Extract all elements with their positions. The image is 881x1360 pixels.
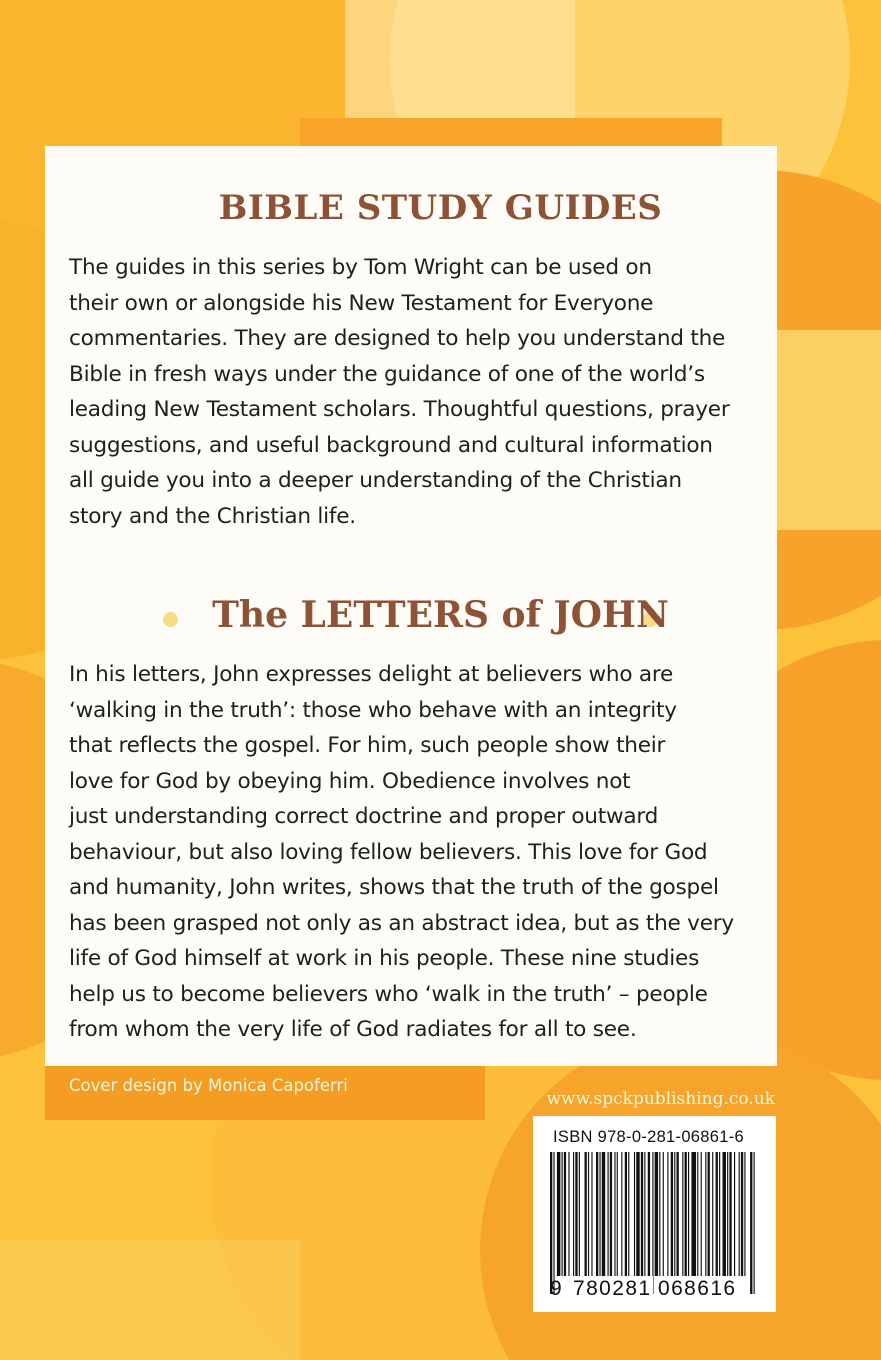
- barcode-bar: [575, 1152, 577, 1276]
- barcode-bar: [750, 1152, 752, 1294]
- barcode-bar: [701, 1152, 702, 1276]
- isbn-label: ISBN 978-0-281-06861-6: [553, 1128, 744, 1146]
- barcode-bar: [655, 1152, 658, 1276]
- book-title-prefix: The: [212, 594, 301, 636]
- barcode-bar: [588, 1152, 589, 1276]
- barcode-bar: [677, 1152, 679, 1276]
- cover-credit: Cover design by Monica Capoferri: [69, 1076, 348, 1095]
- barcode-bar: [667, 1152, 668, 1276]
- barcode-bar: [621, 1152, 622, 1276]
- series-title: BIBLE STUDY GUIDES: [218, 188, 663, 228]
- barcode-bar: [614, 1152, 615, 1276]
- barcode-right-digits: 068616: [658, 1277, 737, 1300]
- barcode-bar: [754, 1152, 755, 1294]
- barcode-bar: [553, 1152, 554, 1294]
- barcode-bar: [652, 1152, 653, 1294]
- barcode-bar: [688, 1152, 689, 1276]
- barcode-bar: [550, 1152, 552, 1294]
- barcode-bar: [568, 1152, 569, 1276]
- barcode-bar: [697, 1152, 698, 1276]
- barcode-bar: [564, 1152, 566, 1276]
- barcode-bar: [602, 1152, 605, 1276]
- book-description: In his letters, John expresses delight at believers who are ‘walking in the truth’: those who behave with an integrity that reflects the gospel. For him, such people show their love for God by obeying him. Obedience involves not just understanding correct doctrine and proper outward behaviour, but also loving fellow believers. This love for God and humanity, John writes, shows that the truth of the gospel has been grasped not only as an abstract idea, but as the very life of God himself at work in his people. These nine studies help us to become believers who ‘walk in the truth’ – people from whom the very life of God radiates for all to see.: [69, 662, 734, 1042]
- series-description: The guides in this series by Tom Wright can be used on their own or alongside his New Testament for Everyone commentaries. They are designed to help you understand the Bible in fresh ways under the guidance of one of the world’s leading New Testament scholars. Thoughtful questions, prayer suggestions, and useful background and cultural information all guide you into a deeper understanding of the Christian story and the Christian life.: [69, 255, 730, 529]
- barcode-bar: [723, 1152, 726, 1276]
- barcode-bar: [636, 1152, 639, 1276]
- publisher-website: www.spckpublishing.co.uk: [546, 1089, 775, 1109]
- barcode-bar: [579, 1152, 580, 1276]
- barcode-bar: [741, 1152, 743, 1276]
- barcode-bar: [573, 1152, 574, 1276]
- barcode-bar: [610, 1152, 612, 1276]
- barcode-bar: [734, 1152, 735, 1276]
- barcode-bar: [585, 1152, 587, 1276]
- barcode-bar: [739, 1152, 740, 1276]
- barcode-bar: [685, 1152, 687, 1276]
- barcode-first-digit: 9: [550, 1277, 562, 1300]
- book-title-john: JOHN: [553, 594, 669, 636]
- barcode-bar: [705, 1152, 706, 1276]
- barcode-bar: [691, 1152, 696, 1276]
- barcode-bar: [719, 1152, 720, 1276]
- barcode-bar: [608, 1152, 609, 1276]
- barcode-bar: [628, 1152, 629, 1276]
- barcode-bar: [682, 1152, 683, 1276]
- barcode-bar: [712, 1152, 713, 1276]
- barcode-bar: [562, 1152, 563, 1276]
- barcode-bar: [625, 1152, 627, 1276]
- book-title-letters: LETTERS: [300, 594, 489, 636]
- barcode-bar: [557, 1152, 560, 1276]
- barcode-bar: [674, 1152, 675, 1276]
- book-title-of: of: [488, 594, 554, 636]
- barcode-bar: [663, 1152, 664, 1276]
- barcode-bar: [727, 1152, 728, 1276]
- barcode-bar: [729, 1152, 731, 1276]
- book-title: [0, 594, 881, 636]
- barcode-bar: [744, 1152, 745, 1276]
- barcode-bar: [648, 1152, 650, 1294]
- barcode-bar: [671, 1152, 673, 1276]
- barcode-bar: [641, 1152, 643, 1276]
- barcode-bar: [596, 1152, 598, 1276]
- barcode-bar: [599, 1152, 600, 1276]
- barcode-bar: [634, 1152, 635, 1276]
- barcode-left-digits: 780281: [573, 1277, 652, 1300]
- barcode-bar: [716, 1152, 718, 1276]
- barcode-bar: [617, 1152, 618, 1276]
- barcode-bar: [708, 1152, 710, 1276]
- barcode-bar: [659, 1152, 660, 1276]
- barcode-bar: [591, 1152, 592, 1276]
- barcode-bar: [644, 1152, 645, 1276]
